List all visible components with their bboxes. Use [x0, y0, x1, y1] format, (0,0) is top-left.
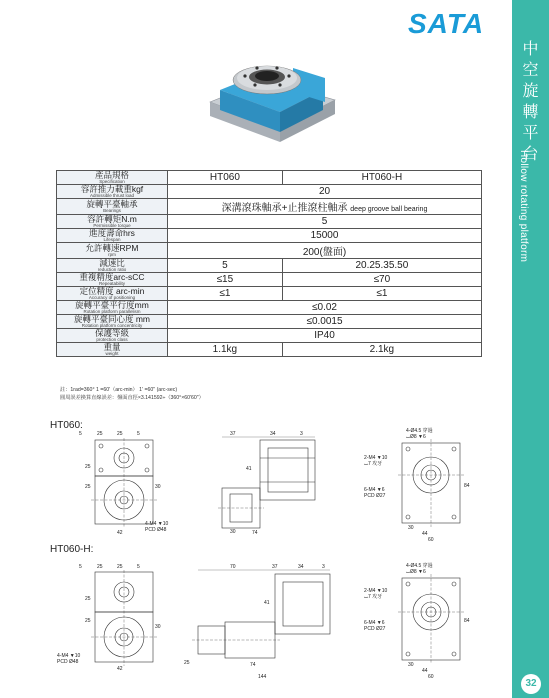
svg-text:5: 5 [79, 431, 82, 437]
svg-text:84: 84 [464, 483, 470, 489]
spec-label: 產品規格 Specification [57, 171, 168, 185]
page-number: 32 [521, 674, 541, 694]
svg-text:4-M4 ▼10: 4-M4 ▼10 [57, 653, 81, 659]
svg-text:PCD Ø27: PCD Ø27 [364, 626, 386, 632]
svg-text:84: 84 [464, 618, 470, 624]
svg-text:⌴Ø8 ▼6: ⌴Ø8 ▼6 [406, 569, 426, 575]
svg-text:2-M4 ▼10: 2-M4 ▼10 [364, 588, 388, 594]
spec-value: ≤15 [168, 273, 283, 287]
spec-value: ≤1 [168, 287, 283, 301]
spec-value: IP40 [168, 329, 482, 343]
svg-text:37: 37 [230, 431, 236, 437]
spec-value: ≤0.02 [168, 301, 482, 315]
drawing-ht060h-front [360, 560, 475, 682]
conversion-note: 註：1rad=360° 1 =60'（arc-min） 1' =60" (arc-sec) 圓周誤差換算直線誤差：盤面直徑×3.141592÷（360°×60'60"） [60, 387, 204, 401]
svg-text:⌴7 攻牙: ⌴7 攻牙 [364, 594, 383, 600]
spec-value: 1.1kg [168, 343, 283, 357]
section-title-ht060h: HT060-H: [50, 544, 94, 555]
model-header: HT060-H [282, 171, 481, 185]
svg-text:30: 30 [408, 662, 414, 668]
table-row: 減速比 reduction ratio 5 20.25.35.50 [57, 259, 482, 273]
drawing-ht060-side [200, 428, 335, 538]
svg-text:30: 30 [408, 525, 414, 531]
svg-text:41: 41 [264, 600, 270, 606]
spec-value: 深溝滾珠軸承+止推滾柱軸承 deep groove ball bearing [168, 199, 482, 215]
drawing-ht060h-top [55, 560, 170, 672]
spec-value: 15000 [168, 229, 482, 243]
svg-text:25: 25 [117, 431, 123, 437]
product-photo [205, 50, 340, 162]
svg-text:25: 25 [117, 564, 123, 570]
sidebar-char: 空 [522, 60, 539, 79]
svg-text:74: 74 [252, 530, 258, 536]
table-row: 允許轉速RPM rpm 200(盤面) [57, 243, 482, 259]
svg-text:6-M4 ▼6: 6-M4 ▼6 [364, 487, 385, 493]
svg-text:25: 25 [85, 484, 91, 490]
svg-text:6-M4 ▼6: 6-M4 ▼6 [364, 620, 385, 626]
sidebar-title-cn [512, 38, 549, 164]
table-row: 進度壽命hrs Lifespan 15000 [57, 229, 482, 243]
svg-text:30: 30 [155, 624, 161, 630]
svg-text:41: 41 [246, 466, 252, 472]
brand-logo: SATA [408, 8, 485, 39]
sidebar-char: 中 [522, 39, 539, 58]
table-row: 旋轉平臺平行度mm Rotation platform parallelism ≤0.02 [57, 301, 482, 315]
svg-text:30: 30 [155, 484, 161, 490]
svg-text:44: 44 [422, 668, 428, 674]
svg-text:5: 5 [79, 564, 82, 570]
table-row: 旋轉平臺軸承 Bearings 深溝滾珠軸承+止推滾柱軸承 deep groove ball bearing [57, 199, 482, 215]
sidebar-char: 平 [522, 123, 539, 142]
drawing-ht060-front [360, 425, 475, 543]
table-row: 重量 weight 1.1kg 2.1kg [57, 343, 482, 357]
spec-value: ≤0.0015 [168, 315, 482, 329]
sidebar-char: 轉 [522, 102, 539, 121]
spec-value: 5 [168, 259, 283, 273]
svg-text:34: 34 [298, 564, 304, 570]
svg-text:44: 44 [422, 531, 428, 537]
svg-text:5: 5 [137, 431, 140, 437]
svg-text:34: 34 [270, 431, 276, 437]
svg-text:60: 60 [428, 674, 434, 680]
svg-text:42: 42 [117, 666, 123, 672]
svg-text:25: 25 [97, 564, 103, 570]
spec-value: 200(盤面) [168, 243, 482, 259]
svg-text:42: 42 [117, 530, 123, 536]
spec-table [56, 170, 482, 357]
svg-text:30: 30 [230, 529, 236, 535]
svg-text:4-Ø4.5 穿過: 4-Ø4.5 穿過 [406, 428, 433, 434]
svg-text:60: 60 [428, 537, 434, 543]
sidebar-title-en: Hollow rotating platform [518, 150, 529, 263]
svg-text:4-M4 ▼10: 4-M4 ▼10 [145, 521, 169, 527]
svg-text:37: 37 [272, 564, 278, 570]
table-row: 重複精度arc-sCC Repeatability ≤15 ≤70 [57, 273, 482, 287]
svg-text:25: 25 [85, 596, 91, 602]
svg-text:5: 5 [137, 564, 140, 570]
svg-text:⌴7 攻牙: ⌴7 攻牙 [364, 461, 383, 467]
model-header: HT060 [168, 171, 283, 185]
svg-text:25: 25 [184, 660, 190, 666]
section-title-ht060: HT060: [50, 420, 83, 431]
spec-value: 20.25.35.50 [282, 259, 481, 273]
spec-value: ≤70 [282, 273, 481, 287]
table-row [57, 171, 482, 185]
svg-text:PCD Ø27: PCD Ø27 [364, 493, 386, 499]
sidebar [512, 0, 549, 698]
spec-value: 5 [168, 215, 482, 229]
table-row: 定位精度 arc-min Accuracy of positioning ≤1 ≤1 [57, 287, 482, 301]
spec-value: ≤1 [282, 287, 481, 301]
svg-text:25: 25 [85, 618, 91, 624]
svg-text:⌴Ø8 ▼6: ⌴Ø8 ▼6 [406, 434, 426, 440]
table-row: 容許轉矩N.m Permissible torque 5 [57, 215, 482, 229]
svg-text:74: 74 [250, 662, 256, 668]
spec-value: 2.1kg [282, 343, 481, 357]
table-row: 旋轉平臺同心度 mm Rotation platform concentricity ≤0.0015 [57, 315, 482, 329]
svg-text:25: 25 [85, 464, 91, 470]
table-row: 容許推力載重kgf Admissible thrust load 20 [57, 185, 482, 199]
svg-text:3: 3 [322, 564, 325, 570]
svg-text:70: 70 [230, 564, 236, 570]
spec-value: 20 [168, 185, 482, 199]
svg-text:144: 144 [258, 674, 267, 680]
sidebar-char: 旋 [522, 81, 539, 100]
svg-text:PCD Ø48: PCD Ø48 [145, 527, 167, 533]
drawing-ht060-top [55, 428, 170, 538]
svg-text:3: 3 [300, 431, 303, 437]
svg-text:25: 25 [97, 431, 103, 437]
table-row: 保護等級 protection class IP40 [57, 329, 482, 343]
sidebar-char: 台 [522, 144, 539, 163]
svg-text:4-Ø4.5 穿過: 4-Ø4.5 穿過 [406, 563, 433, 569]
svg-text:2-M4 ▼10: 2-M4 ▼10 [364, 455, 388, 461]
drawing-ht060h-side [180, 560, 340, 682]
svg-text:PCD Ø48: PCD Ø48 [57, 659, 79, 665]
